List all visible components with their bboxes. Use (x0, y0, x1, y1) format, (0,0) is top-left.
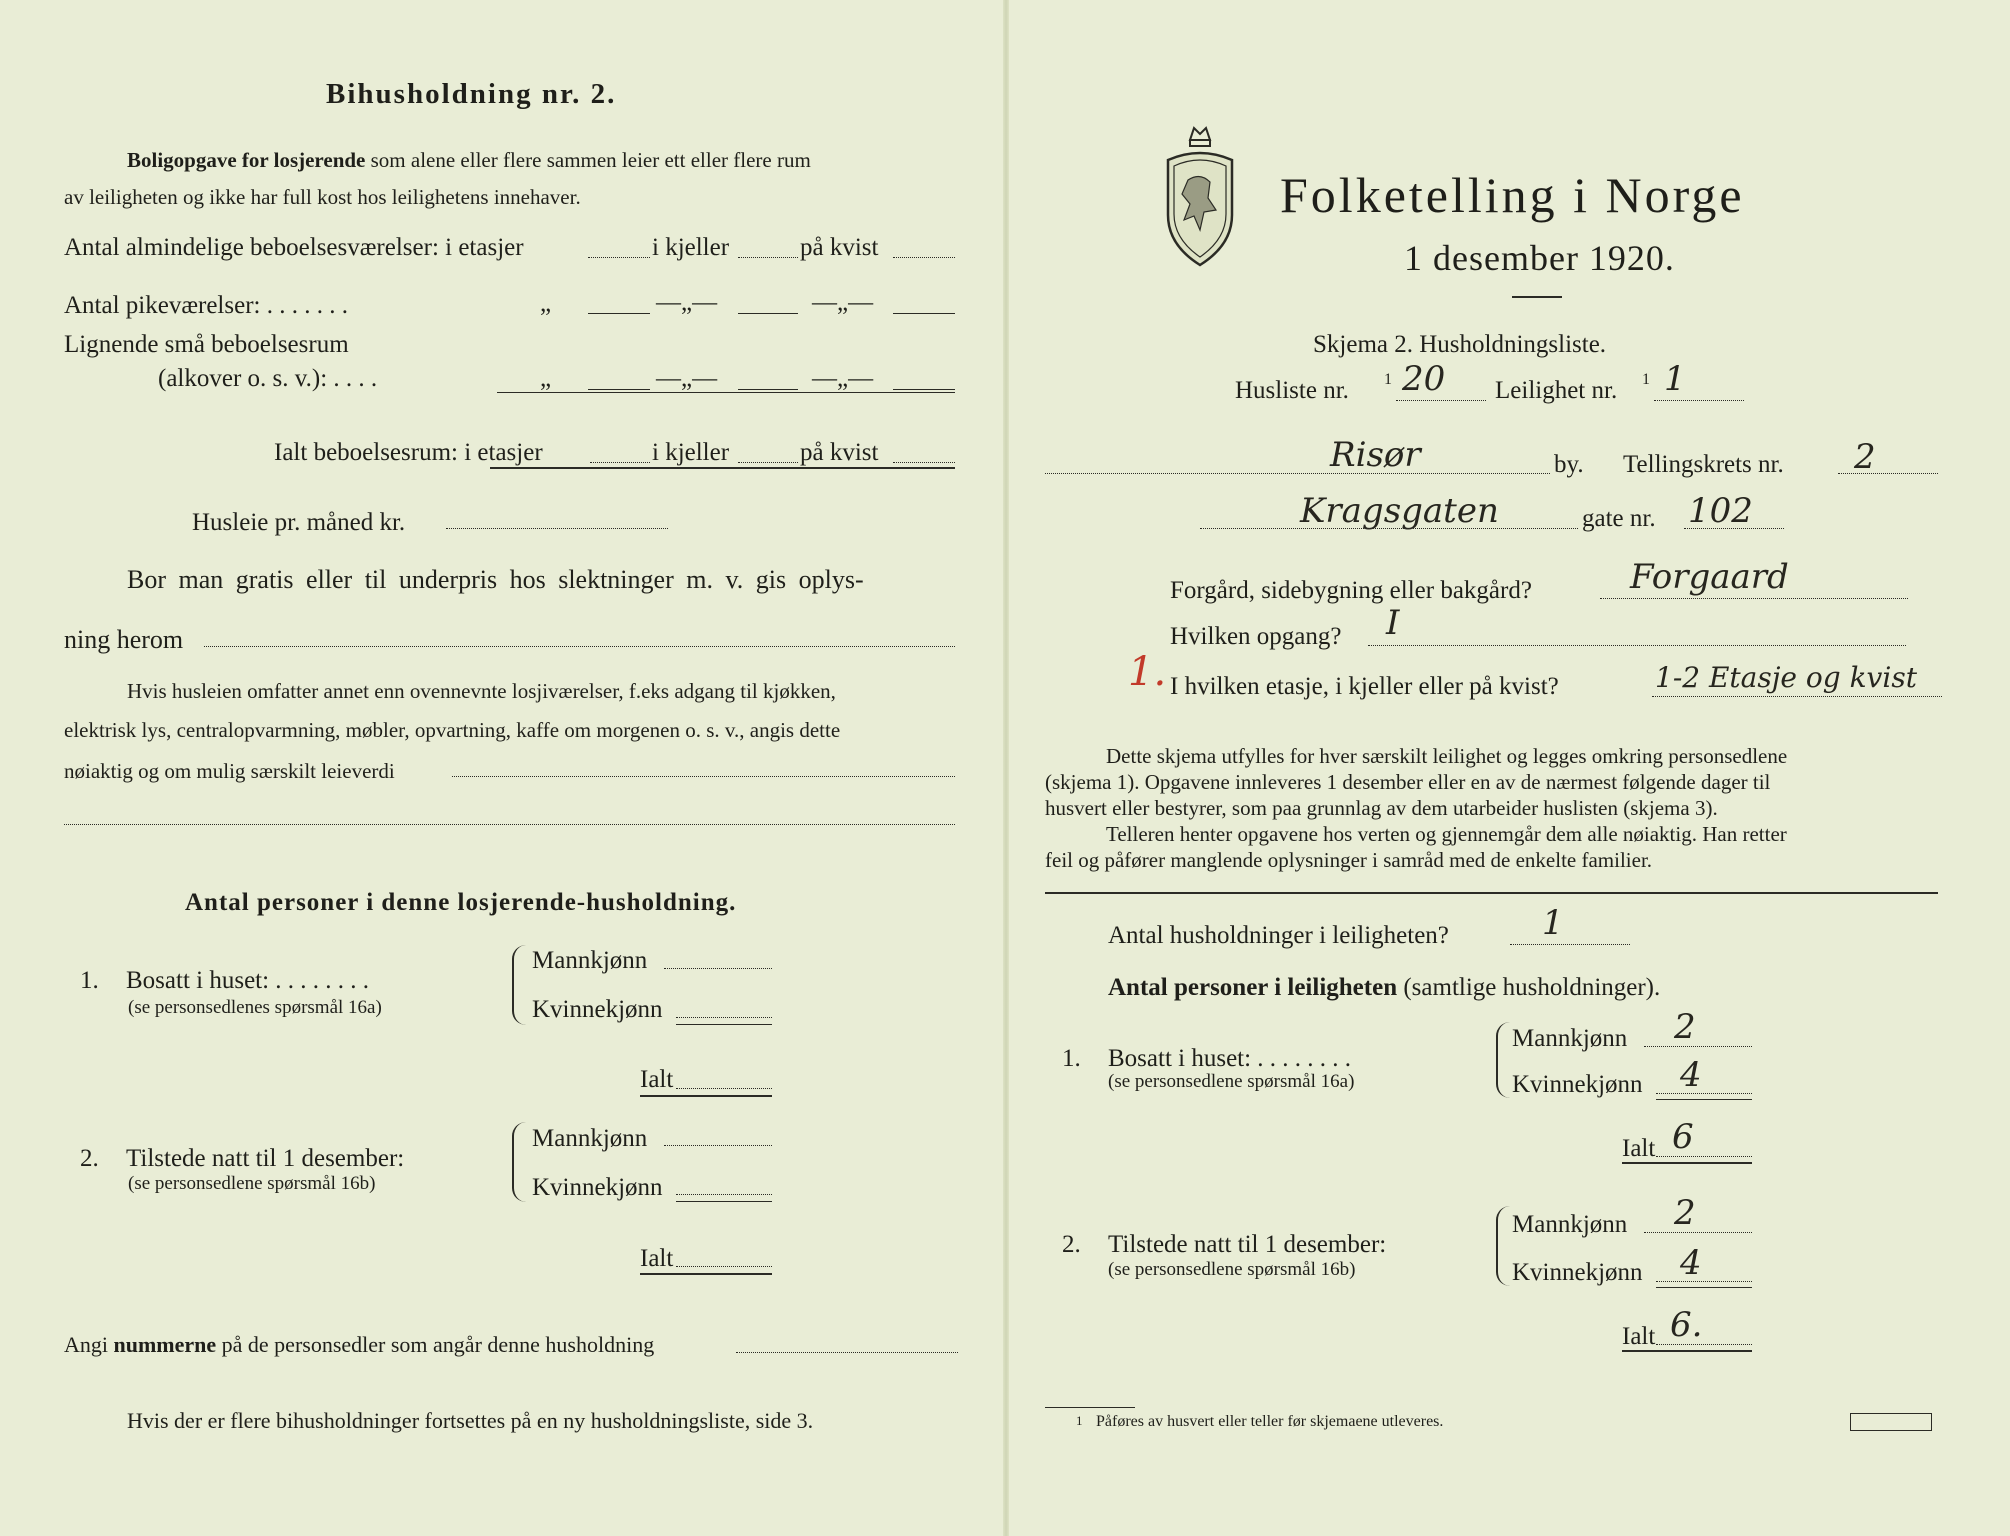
antal-hush-value: 1 (1542, 903, 1564, 943)
etasje-label: I hvilken etasje, i kjeller eller på kvist? (1170, 673, 1559, 700)
right-persons-heading-rest: (samtlige husholdninger). (1403, 974, 1661, 1001)
alkover-underline (497, 392, 955, 393)
husliste-line (1396, 400, 1486, 401)
right-q2-mann-value: 2 (1674, 1193, 1696, 1233)
rooms-label: Antal almindelige beboelsesværelser: i etasjer (64, 234, 524, 261)
left-q2-ialt-line (676, 1266, 772, 1267)
pike-ditto-2: —„— (656, 289, 718, 316)
antal-hush-label: Antal husholdninger i leiligheten? (1108, 922, 1449, 949)
gate-nr-value: 102 (1688, 491, 1753, 531)
left-q1-sub: (se personsedlenes spørsmål 16a) (128, 997, 382, 1018)
husleie-line (446, 528, 668, 529)
left-q2-ialt-underline (640, 1273, 772, 1275)
right-q1-mann-value: 2 (1674, 1007, 1696, 1047)
left-q1-brace (512, 945, 526, 1025)
pike-ditto-1: „ (540, 290, 552, 317)
gate-nr-line (1684, 528, 1784, 529)
title-rule (1512, 296, 1562, 298)
ialt-underline (490, 467, 955, 469)
left-q2-kvinne: Kvinnekjønn (532, 1174, 663, 1201)
by-value: Risør (1330, 435, 1421, 475)
angi-bold: nummerne (113, 1332, 217, 1357)
right-q2-mann-label: Mannkjønn (1512, 1211, 1628, 1238)
gratis-line-1: Bor man gratis eller til underpris hos slektninger m. v. gis oplys- (127, 565, 864, 594)
opgang-label: Hvilken opgang? (1170, 623, 1342, 650)
left-q1-sum-line (676, 1024, 772, 1025)
alkover-line-3 (893, 389, 955, 390)
right-q2-sub: (se personsedlene spørsmål 16b) (1108, 1259, 1356, 1280)
left-q1-mann-line (664, 968, 772, 969)
right-q1-num: 1. (1062, 1045, 1081, 1072)
right-q1-label: Bosatt i huset: . . . . . . . . (1108, 1045, 1352, 1072)
krets-label: Tellingskrets nr. (1623, 451, 1784, 478)
gate-line (1200, 528, 1578, 529)
opgang-line (1368, 645, 1906, 646)
left-q2-sum-line (676, 1201, 772, 1202)
right-q2-ialt-underline (1622, 1350, 1752, 1352)
pike-line-2 (738, 313, 798, 314)
forgard-value: Forgaard (1630, 557, 1789, 597)
right-title: Folketelling i Norge (1280, 167, 1745, 223)
para-rule (1045, 892, 1938, 894)
left-q1-ialt-underline (640, 1095, 772, 1097)
husliste-value: 20 (1402, 359, 1446, 399)
right-q1-mann-line (1644, 1046, 1752, 1047)
para2-line-1: Telleren henter opgavene hos verten og gjennemgår dem alle nøiaktig. Han retter (1106, 822, 1787, 846)
small-line-2: elektrisk lys, centralopvarmning, møbler, opvartning, kaffe om morgenen o. s. v., angis dette (64, 718, 841, 742)
right-q2-brace (1496, 1206, 1510, 1286)
intro-bold: Boligopgave for losjerende (127, 148, 366, 172)
ialt-kvist-label: på kvist (800, 439, 879, 466)
rooms-etasjer-line (588, 257, 650, 258)
right-q2-ialt-label: Ialt (1622, 1323, 1656, 1350)
husleie-label: Husleie pr. måned kr. (192, 509, 406, 536)
krets-value: 2 (1854, 437, 1876, 477)
forgard-line (1600, 598, 1908, 599)
para1-line-1: Dette skjema utfylles for hver særskilt leilighet og legges omkring personsedlene (1106, 744, 1788, 768)
skjema-label: Skjema 2. Husholdningsliste. (1313, 331, 1607, 358)
forgard-label: Forgård, sidebygning eller bakgård? (1170, 577, 1532, 604)
alkover-ditto-1: „ (540, 365, 552, 392)
right-q1-mann-label: Mannkjønn (1512, 1025, 1628, 1052)
opgang-value: I (1386, 603, 1400, 643)
left-persons-heading: Antal personer i denne losjerende-husholdning. (185, 889, 737, 916)
right-q1-ialt-label: Ialt (1622, 1135, 1656, 1162)
margin-mark: 1. (1128, 649, 1167, 695)
coat-of-arms-icon (1160, 120, 1240, 270)
left-q2-label: Tilstede natt til 1 desember: (126, 1145, 405, 1172)
right-q1-kvinne-label: Kvinnekjønn (1512, 1071, 1643, 1098)
husliste-label: Husliste nr. (1235, 377, 1349, 404)
right-q2-ialt-value: 6. (1670, 1305, 1703, 1345)
alkover-line-2 (738, 389, 798, 390)
left-q2-kvinne-line (676, 1194, 772, 1195)
right-q2-num: 2. (1062, 1231, 1081, 1258)
left-q2-ialt: Ialt (640, 1245, 674, 1272)
left-q2-sub: (se personsedlene spørsmål 16b) (128, 1173, 376, 1194)
right-q1-kvinne-line (1656, 1093, 1752, 1094)
intro-rest: som alene eller flere sammen leier ett eller flere rum (370, 148, 811, 172)
intro-line-1 (127, 150, 811, 171)
ialt-rooms-label: Ialt beboelsesrum: i etasjer (274, 439, 543, 466)
ialt-kjeller-line (738, 462, 798, 463)
footnote-rule (1045, 1407, 1135, 1408)
left-q1-ialt-line (676, 1088, 772, 1089)
right-date: 1 desember 1920. (1404, 238, 1675, 278)
right-q2-kvinne-value: 4 (1680, 1243, 1702, 1283)
para1-line-3: husvert eller bestyrer, som paa grunnlag av dem utarbeider huslisten (skjema 3). (1045, 796, 1718, 820)
leilighet-label: Leilighet nr. (1495, 377, 1618, 404)
alkover-ditto-2: —„— (656, 365, 718, 392)
extra-line (64, 824, 955, 825)
etasje-line (1652, 696, 1942, 697)
left-footer: Hvis der er flere bihusholdninger fortsettes på en ny husholdningsliste, side 3. (127, 1408, 814, 1433)
right-q1-brace (1496, 1022, 1510, 1098)
right-q2-label: Tilstede natt til 1 desember: (1108, 1231, 1387, 1258)
intro-line-2: av leiligheten og ikke har full kost hos leilighetens innehaver. (64, 185, 581, 209)
ialt-etasjer-line (590, 462, 650, 463)
right-q2-kvinne-line (1656, 1281, 1752, 1282)
alkover-ditto-3: —„— (812, 365, 874, 392)
pike-label: Antal pikeværelser: . . . . . . . (64, 292, 348, 319)
ialt-kvist-line (893, 462, 955, 463)
pike-line-3 (893, 313, 955, 314)
rooms-kvist-line (893, 257, 955, 258)
para2-line-2: feil og påfører manglende oplysninger i samråd med de enkelte familier. (1045, 848, 1653, 872)
left-q1-ialt: Ialt (640, 1066, 674, 1093)
right-q2-ialt-line (1656, 1344, 1752, 1345)
page-fold (1003, 0, 1009, 1536)
footnote-num: 1 (1076, 1413, 1083, 1428)
right-q2-kvinne-label: Kvinnekjønn (1512, 1259, 1643, 1286)
small-line-1: Hvis husleien omfatter annet enn ovennevnte losjiværelser, f.eks adgang til kjøkken, (127, 679, 836, 703)
printer-stamp-icon (1850, 1413, 1932, 1431)
right-q2-sum-line (1656, 1287, 1752, 1288)
left-q1-label: Bosatt i huset: . . . . . . . . (126, 967, 370, 994)
para1-line-2: (skjema 1). Opgavene innleveres 1 desember eller en av de nærmest følgende dager til (1045, 770, 1771, 794)
right-q2-mann-line (1644, 1232, 1752, 1233)
rooms-kjeller-label: i kjeller (652, 234, 730, 261)
gratis-line-2: ning herom (64, 625, 184, 654)
footnote-text: Påføres av husvert eller teller før skjemaene utleveres. (1096, 1413, 1444, 1430)
by-label: by. (1554, 451, 1584, 478)
gate-label: gate nr. (1582, 505, 1656, 532)
alkover-label: (alkover o. s. v.): . . . . (158, 365, 378, 392)
rooms-kjeller-line (738, 257, 798, 258)
right-q1-ialt-line (1656, 1156, 1752, 1157)
rooms-kvist-label: på kvist (800, 234, 879, 261)
angi-dotline (736, 1352, 958, 1353)
leilighet-value: 1 (1664, 359, 1686, 399)
left-q1-kvinne: Kvinnekjønn (532, 996, 663, 1023)
right-q1-ialt-value: 6 (1672, 1117, 1694, 1157)
husliste-sup: 1 (1384, 371, 1392, 388)
angi-rest: på de personsedler som angår denne husholdning (221, 1332, 655, 1357)
left-q1-kvinne-line (676, 1017, 772, 1018)
left-title: Bihusholdning nr. 2. (326, 78, 617, 110)
leilighet-line (1654, 400, 1744, 401)
left-q2-brace (512, 1122, 526, 1202)
angi-pre: Angi (64, 1332, 108, 1357)
lignende-label: Lignende små beboelsesrum (64, 331, 349, 358)
etasje-value: 1-2 Etasje og kvist (1655, 661, 1917, 694)
gate-value: Kragsgaten (1300, 491, 1499, 531)
left-q2-mann: Mannkjønn (532, 1125, 648, 1152)
pike-line-1 (588, 313, 650, 314)
right-persons-heading-bold: Antal personer i leiligheten (1108, 974, 1398, 1001)
left-q1-num: 1. (80, 967, 99, 994)
ialt-kjeller-label: i kjeller (652, 439, 730, 466)
left-q2-num: 2. (80, 1145, 99, 1172)
right-q1-ialt-underline (1622, 1162, 1752, 1164)
antal-hush-line (1510, 944, 1630, 945)
right-q1-sum-line (1656, 1099, 1752, 1100)
left-q1-mann: Mannkjønn (532, 947, 648, 974)
right-q1-sub: (se personsedlene spørsmål 16a) (1108, 1071, 1355, 1092)
left-q2-mann-line (664, 1145, 772, 1146)
right-persons-heading (1108, 975, 1660, 1000)
gratis-line (204, 646, 955, 647)
leilighet-sup: 1 (1642, 371, 1650, 388)
small-line-3: nøiaktig og om mulig særskilt leieverdi (64, 759, 395, 783)
pike-ditto-3: —„— (812, 289, 874, 316)
angi-line (64, 1334, 654, 1356)
right-q1-kvinne-value: 4 (1680, 1055, 1702, 1095)
leieverdi-line (452, 776, 955, 777)
krets-line (1838, 473, 1938, 474)
alkover-line-1 (588, 389, 650, 390)
by-line (1045, 473, 1550, 474)
